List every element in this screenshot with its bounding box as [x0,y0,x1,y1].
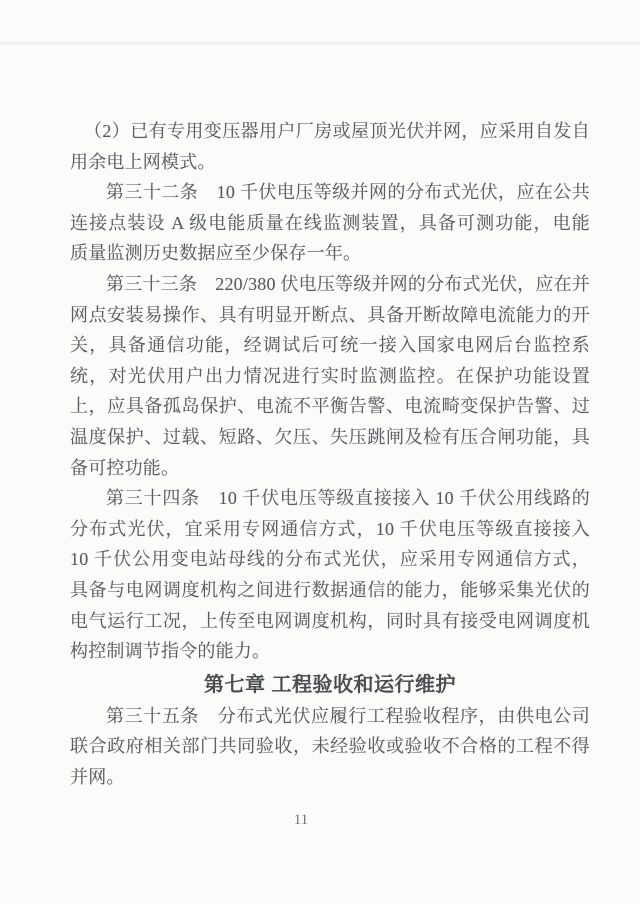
text-line: 网点安装易操作、具有明显开断点、具备开断故障电流能力的开 [70,304,590,325]
chapter-heading: 第七章 工程验收和运行维护 [203,673,457,696]
scan-artifact-line [0,42,640,45]
text-line: 关，具备通信功能，经调试后可统一接入国家电网后台监控系 [70,335,590,356]
text-line: 备可控功能。 [70,457,180,478]
text-line: 并网。 [70,766,125,787]
text-line: 质量监测历史数据应至少保存一年。 [70,243,362,264]
text-line: 温度保护、过载、短路、欠压、失压跳闸及检有压合闸功能，具 [70,426,590,447]
text-line: 统，对光伏用户出力情况进行实时监测监控。在保护功能设置 [70,365,590,386]
text-line: 电气运行工况，上传至电网调度机构，同时具有接受电网调度机 [70,610,590,631]
text-line: 用余电上网模式。 [70,151,216,172]
text-line: 分布式光伏，宜采用专网通信方式，10 千伏电压等级直接接入 [70,518,590,539]
text-line-article-33: 第三十三条 220/380 伏电压等级并网的分布式光伏，应在并 [106,273,590,294]
text-line: 连接点装设 A 级电能质量在线监测装置，具备可测功能，电能 [70,212,590,233]
text-line-article-35: 第三十五条 分布式光伏应履行工程验收程序，由供电公司 [106,705,590,726]
text-line-article-34: 第三十四条 10 千伏电压等级直接接入 10 千伏公用线路的 [106,488,590,509]
page-number: 11 [293,812,309,828]
text-line-article-32: 第三十二条 10 千伏电压等级并网的分布式光伏，应在公共 [106,182,590,203]
text-line: 具备与电网调度机构之间进行数据通信的能力，能够采集光伏的 [70,579,590,600]
text-line: 10 千伏公用变电站母线的分布式光伏，应采用专网通信方式， [70,549,590,570]
document-body [70,116,590,792]
text-line: （2）已有专用变压器用户厂房或屋顶光伏并网，应采用自发自 [84,121,590,141]
text-line: 联合政府相关部门共同验收，未经验收或验收不合格的工程不得 [70,736,590,757]
text-line: 上，应具备孤岛保护、电流不平衡告警、电流畸变保护告警、过 [70,396,590,417]
text-line: 构控制调节指令的能力。 [70,641,271,662]
